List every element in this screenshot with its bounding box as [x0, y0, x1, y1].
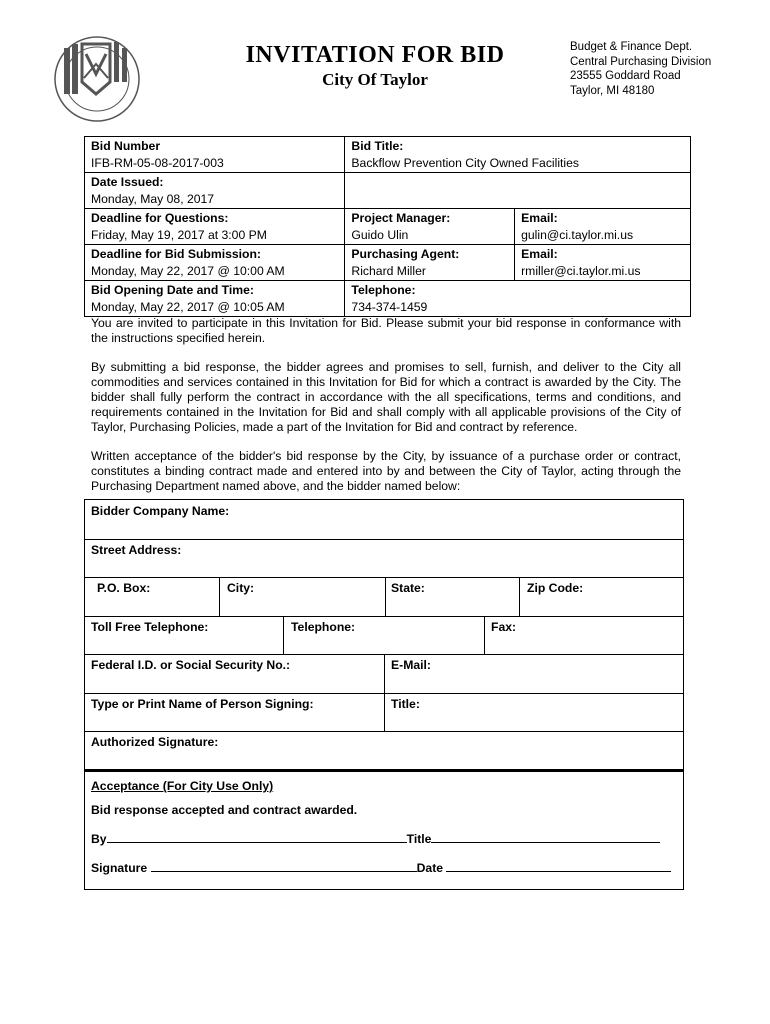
telephone-field-label[interactable]: Telephone: [291, 620, 356, 634]
by-title-line [91, 830, 676, 846]
bid-number-label: Bid Number [91, 139, 161, 153]
divider [385, 577, 386, 616]
dept-line: 23555 Goddard Road [570, 70, 681, 83]
agent-email-value: rmiller@ci.taylor.mi.us [521, 263, 641, 278]
telephone-label: Telephone: [351, 283, 416, 297]
address-row [85, 577, 683, 617]
bid-number-cell [85, 137, 345, 173]
authorized-signature-label: Authorized Signature: [91, 735, 219, 749]
agent-email-cell [515, 245, 691, 281]
email-field-label[interactable]: E-Mail: [391, 658, 431, 672]
deadline-submission-label: Deadline for Bid Submission: [91, 247, 261, 261]
id-email-row [85, 654, 683, 694]
street-row[interactable] [85, 539, 683, 578]
po-box-label[interactable]: P.O. Box: [97, 581, 151, 595]
acceptance-title-field[interactable] [431, 830, 660, 843]
deadline-questions-label: Deadline for Questions: [91, 211, 229, 225]
document-subtitle: City Of Taylor [322, 70, 428, 89]
project-manager-value: Guido Ulin [351, 227, 409, 242]
deadline-questions-value: Friday, May 19, 2017 at 3:00 PM [91, 227, 267, 242]
date-field[interactable] [446, 859, 671, 872]
intro-paragraph: You are invited to participate in this Invitation for Bid. Please submit your bid response in conformance with the instructions specified herein. [91, 316, 681, 345]
bidder-form [84, 499, 684, 890]
company-label: Bidder Company Name: [91, 504, 230, 518]
bid-title-value: Backflow Prevention City Owned Facilities [351, 155, 580, 170]
phone-row [85, 616, 683, 655]
pm-email-label: Email: [521, 211, 558, 225]
date-issued-cell [85, 173, 345, 209]
acceptance-heading: Acceptance (For City Use Only) [91, 779, 274, 793]
purchasing-agent-cell [345, 245, 515, 281]
agreement-paragraph: By submitting a bid response, the bidder agrees and promises to sell, furnish, and deliver to the City all commodities and services contained in this Invitation for Bid for which a contract is awarded by the City. The bidder shall fully perform the contract in accordance with the all specifications, terms and conditions, and requirements contained in the Invitation for Bid and shall comply with all applicable provisions of the City of Taylor, Purchasing Policies, made a part of the Invitation for Bid and contract by reference. [91, 360, 681, 434]
company-row[interactable] [85, 500, 683, 540]
pm-email-value: gulin@ci.taylor.mi.us [521, 227, 634, 242]
divider [519, 577, 520, 616]
date-issued-value: Monday, May 08, 2017 [91, 191, 215, 206]
seal-icon [52, 34, 142, 124]
empty-cell [345, 173, 691, 209]
dept-line: Taylor, MI 48180 [570, 84, 655, 97]
project-manager-label: Project Manager: [351, 211, 451, 225]
by-field[interactable] [107, 830, 407, 843]
acceptance-signature-label: Signature [91, 861, 148, 875]
dept-line: Budget & Finance Dept. [570, 41, 693, 53]
signer-name-label[interactable]: Type or Print Name of Person Signing: [91, 697, 314, 711]
deadline-submission-cell [85, 245, 345, 281]
bid-info-table [84, 136, 691, 317]
signature-row[interactable] [85, 731, 683, 769]
toll-free-label[interactable]: Toll Free Telephone: [91, 620, 209, 634]
purchasing-agent-label: Purchasing Agent: [351, 247, 460, 261]
bid-opening-cell [85, 281, 345, 317]
bid-opening-label: Bid Opening Date and Time: [91, 283, 254, 297]
signer-row [85, 693, 683, 732]
date-issued-label: Date Issued: [91, 175, 164, 189]
date-label: Date [416, 861, 444, 875]
state-label[interactable]: State: [391, 581, 425, 595]
zip-label[interactable]: Zip Code: [527, 581, 584, 595]
by-label: By [91, 832, 107, 846]
acceptance-statement: Bid response accepted and contract awarded. [91, 803, 358, 817]
city-seal-logo [52, 34, 142, 124]
dept-line: Central Purchasing Division [570, 55, 712, 68]
divider [384, 693, 385, 731]
telephone-value: 734-374-1459 [351, 299, 428, 314]
deadline-questions-cell [85, 209, 345, 245]
deadline-submission-value: Monday, May 22, 2017 @ 10:00 AM [91, 263, 285, 278]
federal-id-label[interactable]: Federal I.D. or Social Security No.: [91, 658, 291, 672]
bid-number-value: IFB-RM-05-08-2017-003 [91, 155, 224, 170]
bid-title-label: Bid Title: [351, 139, 404, 153]
department-address [570, 40, 711, 98]
signer-title-label[interactable]: Title: [391, 697, 420, 711]
purchasing-agent-value: Richard Miller [351, 263, 426, 278]
divider [484, 616, 485, 654]
telephone-cell [345, 281, 691, 317]
document-title: INVITATION FOR BID [245, 42, 505, 68]
city-label[interactable]: City: [227, 581, 255, 595]
divider [384, 654, 385, 693]
project-manager-cell [345, 209, 515, 245]
fax-label[interactable]: Fax: [491, 620, 517, 634]
bid-title-cell [345, 137, 691, 173]
signature-date-line [91, 859, 676, 875]
bid-opening-value: Monday, May 22, 2017 @ 10:05 AM [91, 299, 285, 314]
acceptance-paragraph: Written acceptance of the bidder's bid response by the City, by issuance of a purchase order or contract, constitutes a binding contract made and entered into by and between the City of Taylor, acting through the Purchasing Department named above, and the bidder named below: [91, 449, 681, 493]
divider [283, 616, 284, 654]
pm-email-cell [515, 209, 691, 245]
acceptance-title-label: Title [406, 832, 432, 846]
section-divider [85, 769, 683, 772]
acceptance-signature-field[interactable] [151, 859, 417, 872]
divider [219, 577, 220, 616]
street-label: Street Address: [91, 543, 182, 557]
agent-email-label: Email: [521, 247, 558, 261]
